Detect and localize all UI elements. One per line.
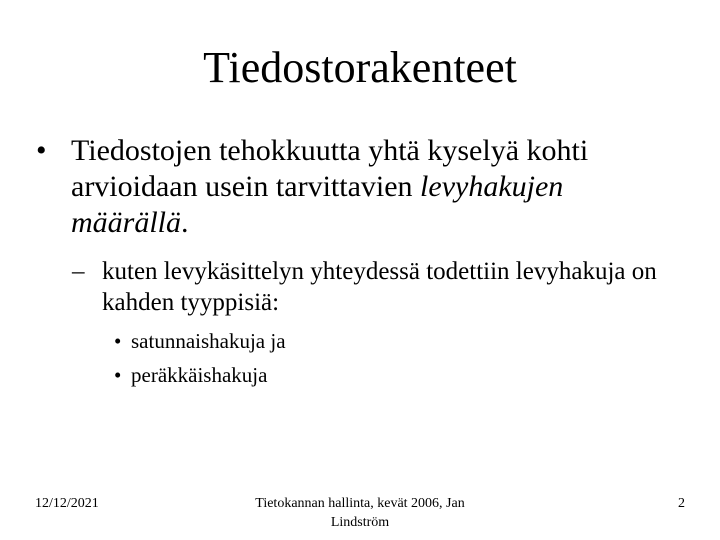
bullet-marker: • xyxy=(114,363,122,387)
bullet-level-3-item xyxy=(114,328,286,354)
bullet-level-2 xyxy=(72,256,672,318)
bullet-marker: • xyxy=(36,134,47,167)
bullet-marker: • xyxy=(114,329,122,353)
footer-course-line-1: Tietokannan hallinta, kevät 2006, Jan xyxy=(255,496,465,511)
footer-date: 12/12/2021 xyxy=(35,496,99,511)
sub-sub-bullet-text: satunnaishakuja ja xyxy=(131,329,286,353)
sub-sub-bullet-text: peräkkäishakuja xyxy=(131,363,268,387)
footer-course-info xyxy=(230,494,490,532)
dash-marker: – xyxy=(72,258,85,285)
bullet-level-3-item xyxy=(114,362,267,388)
sub-bullet-text: kuten levykäsittelyn yhteydessä todettiin levyhakuja on kahden tyyppisiä: xyxy=(102,258,657,316)
bullet-text-plain: Tiedostojen tehokkuutta yhtä kyselyä kohti arvioidaan usein tarvittavien xyxy=(71,134,589,203)
bullet-text-italic: levyhakujen määrällä xyxy=(71,170,564,239)
page-number: 2 xyxy=(678,496,685,511)
bullet-level-1 xyxy=(36,133,676,241)
bullet-text xyxy=(71,133,676,241)
bullet-text-end: . xyxy=(181,206,189,239)
footer-course-line-2: Lindström xyxy=(330,515,390,530)
slide-title: Tiedostorakenteet xyxy=(203,43,517,92)
